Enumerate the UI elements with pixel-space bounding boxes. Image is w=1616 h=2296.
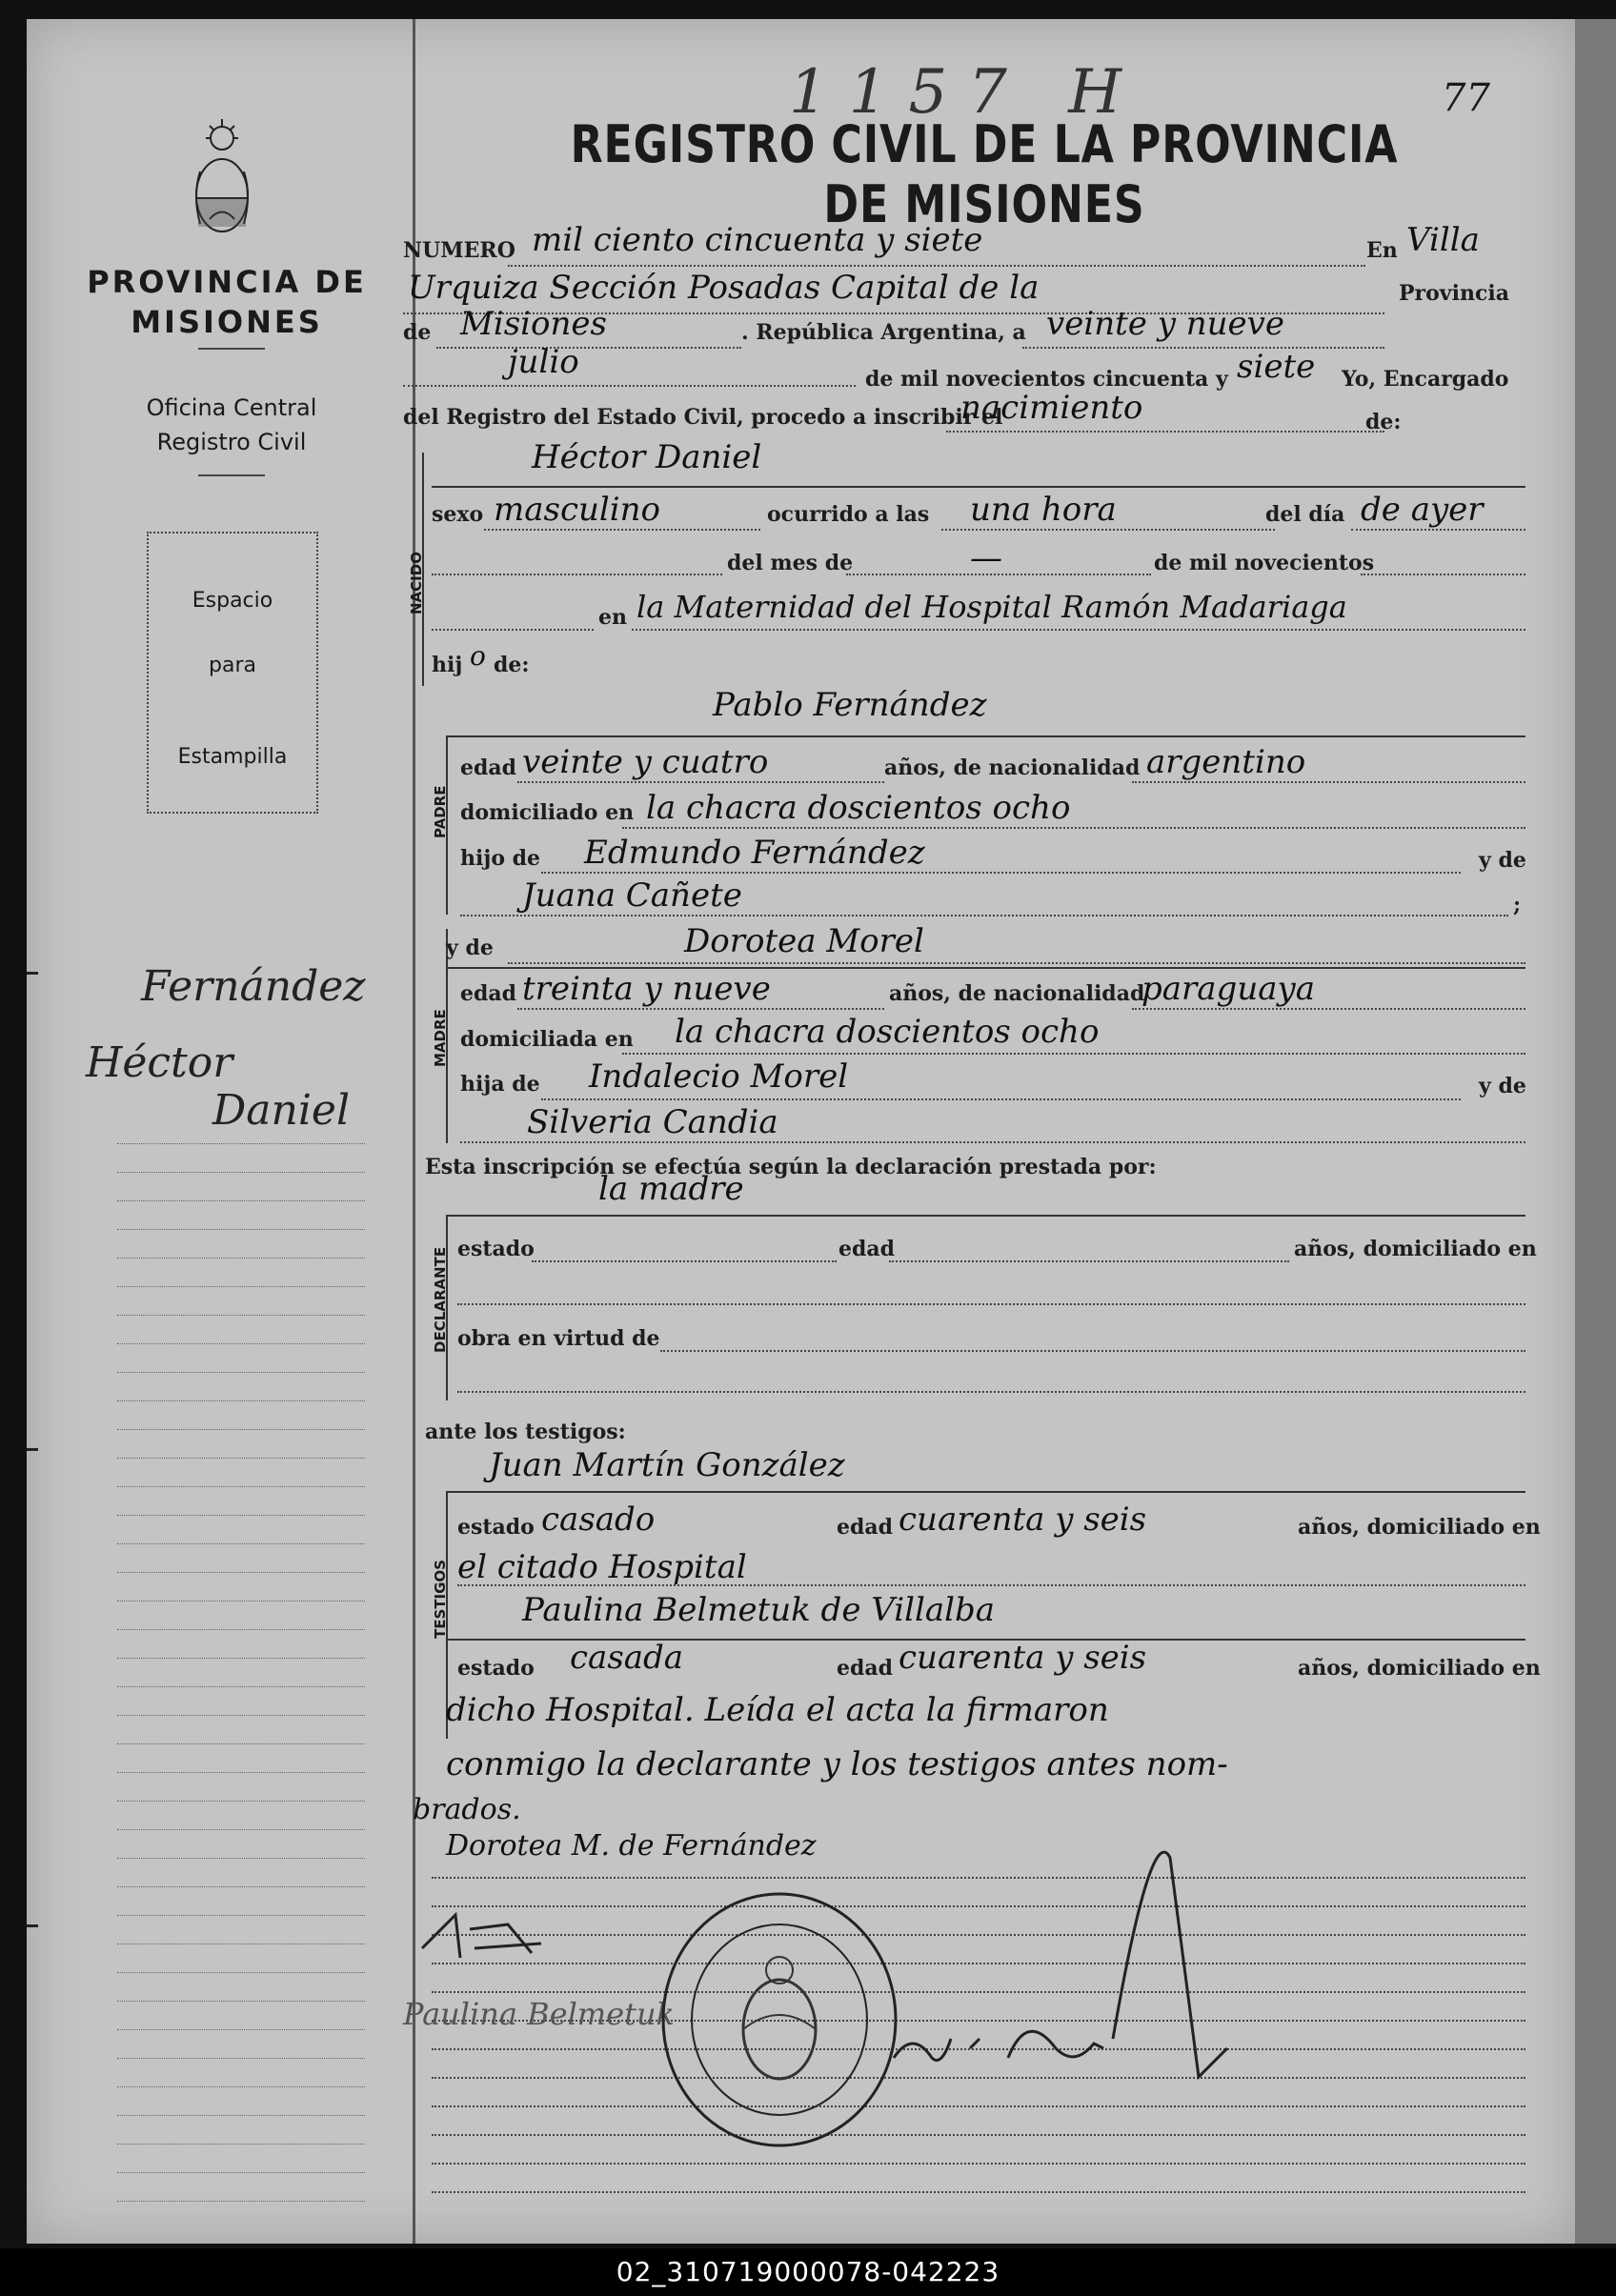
office-line-2: Registro Civil [156,429,307,455]
edad-label: edad [460,755,517,780]
edad-madre-label: edad [460,981,517,1006]
acto-value: nacimiento [960,389,1143,427]
hija-de-label: hija de [460,1072,540,1097]
margin-rule [117,1258,365,1259]
stamp-box [147,532,318,814]
domiciliada-label: domiciliada en [460,1027,634,1052]
section-madre: MADRE [432,1009,449,1067]
de-label: de [403,320,432,345]
stamp-label-3: Estampilla [177,745,288,769]
provincia-value: Misiones [460,305,607,343]
margin-rule [117,1429,365,1430]
margin-rule [117,1915,365,1916]
hora-value: una hora [970,491,1117,529]
testigo1-edad: cuarenta y seis [899,1500,1147,1539]
hijo-value: o [470,640,486,672]
hole-mark [27,972,38,975]
margin-rule [117,1286,365,1287]
section-testigos: TESTIGOS [432,1560,449,1639]
official-seal [656,1886,903,2153]
margin-rule [117,1458,365,1459]
edad-declarante-label: edad [838,1237,896,1261]
t1-domiciliado-label: años, domiciliado en [1298,1515,1541,1540]
hijo-de-label-2: hijo de [460,846,541,871]
margin-rule [117,1143,365,1144]
margin-rule [117,1229,365,1230]
fecha-value: veinte y nueve [1046,305,1284,343]
testigo1-domicilio: el citado Hospital [457,1548,747,1586]
testigo2-domicilio: dicho Hospital. Leída el acta la firmaron [446,1691,1109,1729]
official-signature [884,1820,1246,2105]
page-title: REGISTRO CIVIL DE LA PROVINCIA DE MISIONES [570,114,1399,234]
margin-surname: Fernández [141,962,366,1011]
divider [198,474,265,476]
margin-rule [117,1172,365,1173]
t1-edad-label: edad [837,1515,894,1540]
yo-encargado-label: Yo, Encargado [1342,367,1509,392]
t2-edad-label: edad [837,1656,894,1681]
padre-nombre: Pablo Fernández [713,686,987,724]
numero-value: mil ciento cincuenta y siete [532,221,983,259]
cierre-linea-2: brados. [413,1793,521,1826]
mes-nac-value: — [970,539,1002,577]
office-line-1: Oficina Central [146,394,317,421]
t1-estado-label: estado [457,1515,535,1540]
y-de-label: y de [1479,848,1526,873]
novecientos-label: de mil novecientos [1154,551,1375,575]
firma-testigo-2: Paulina Belmetuk [403,1996,675,2032]
abuela-materna: Silveria Candia [527,1103,778,1141]
nacionalidad-madre-label: años, de nacionalidad [889,981,1145,1006]
numero-label: NUMERO [403,238,515,263]
margin-rule [117,1858,365,1859]
stamp-label-2: para [209,654,256,677]
divider [198,348,265,350]
republica-label: . República Argentina, a [741,320,1026,345]
margin-given-name: Héctor [86,1038,233,1087]
testigo1-nombre: Juan Martín González [489,1446,845,1484]
stamp-label-1: Espacio [192,589,273,613]
mes-value: julio [508,343,579,381]
en-label: En [1366,238,1398,263]
edad-madre: treinta y nueve [522,970,771,1008]
sexo-label: sexo [432,502,484,527]
t2-estado-label: estado [457,1656,535,1681]
ruled-line [432,2105,1525,2107]
domicilio-padre: la chacra doscientos ocho [646,789,1071,827]
margin-rule [117,1486,365,1487]
hijo-de-label: de: [494,653,530,677]
de-label-2: de: [1365,410,1402,434]
margin-given-name-2: Daniel [212,1086,351,1135]
margin-rule [117,2144,365,2145]
testigo1-estado: casado [541,1500,656,1539]
margin-rule [117,1315,365,1316]
domicilio-label: domiciliado en [460,800,635,825]
edad-padre: veinte y cuatro [522,743,769,781]
margin-rule [117,1715,365,1716]
coat-of-arms-icon [189,114,255,243]
dia-label: del día [1265,502,1345,527]
abuelo-materno: Indalecio Morel [589,1057,849,1096]
testigo2-edad: cuarenta y seis [899,1639,1147,1677]
hole-mark [27,1448,38,1451]
margin-rule [117,2201,365,2202]
margin-rule [117,1829,365,1830]
hole-mark [27,1924,38,1927]
mes-label: del mes de [727,551,854,575]
margin-rule [117,1801,365,1802]
footer-file-code: 02_310719000078-042223 [0,2248,1616,2296]
left-margin-column [27,19,413,2244]
margin-rule [117,1772,365,1773]
en-label-2: en [598,605,627,630]
firma-declarante: Dorotea M. de Fernández [446,1829,817,1863]
dia-value: de ayer [1361,491,1484,529]
province-heading: PROVINCIA DE MISIONES [87,264,367,340]
margin-rule [117,1372,365,1373]
margin-rule [117,1400,365,1401]
margin-rule [117,1343,365,1344]
domicilio-madre: la chacra doscientos ocho [675,1013,1100,1051]
page-edge [1575,19,1616,2244]
margin-rule [117,1515,365,1516]
estado-label: estado [457,1237,535,1261]
section-padre: PADRE [432,785,449,838]
cierre-linea-1: conmigo la declarante y los testigos antes nom- [446,1745,1228,1783]
madre-nombre: Dorotea Morel [684,922,924,960]
margin-rule [117,1686,365,1687]
ruled-line [432,2163,1525,2165]
localidad-value: Urquiza Sección Posadas Capital de la [408,269,1040,307]
declaracion-label: Esta inscripción se efectúa según la declaración prestada por: [425,1155,1157,1179]
margin-rule [117,2001,365,2002]
t2-domiciliado-label: años, domiciliado en [1298,1656,1541,1681]
testigo2-estado: casada [570,1639,684,1677]
testigo2-nombre: Paulina Belmetuk de Villalba [522,1591,996,1629]
semicolon: ; [1513,893,1522,917]
ruled-line [432,2134,1525,2136]
anio-label: de mil novecientos cincuenta y [865,367,1228,392]
provincia-label: Provincia [1399,281,1509,306]
margin-rule [117,1743,365,1744]
margin-rule [117,1886,365,1887]
witness-initial-signature [417,1910,579,1967]
anos-domiciliado-label: años, domiciliado en [1294,1237,1537,1261]
y-de-madre-label: y de [446,936,494,960]
abuelo-paterno: Edmundo Fernández [584,834,925,872]
y-de-madre-label-2: y de [1479,1074,1526,1098]
margin-rule [117,1543,365,1544]
document-page [27,19,1575,2244]
margin-rule [117,2172,365,2173]
margin-rule [117,2115,365,2116]
margin-rule [117,1972,365,1973]
anio-value: siete [1237,348,1316,386]
registro-label: del Registro del Estado Civil, procedo a inscribir el [403,405,1003,430]
page-number: 77 [1442,76,1490,120]
margin-rule [117,2058,365,2059]
margin-rule [117,2086,365,2087]
registry-number-handwritten: 1157 H [789,57,1143,128]
ruled-line [432,2191,1525,2193]
section-nacido: NACIDO [408,552,425,614]
en-value: Villa [1406,221,1480,259]
nacionalidad-label: años, de nacionalidad [884,755,1141,780]
abuela-paterna: Juana Cañete [522,876,742,915]
declarante-value: la madre [598,1170,744,1208]
testigos-label: ante los testigos: [425,1420,626,1444]
nombre-value: Héctor Daniel [532,438,762,476]
nacionalidad-madre: paraguaya [1141,970,1315,1008]
ocurrido-label: ocurrido a las [767,502,930,527]
obra-label: obra en virtud de [457,1326,660,1351]
hijo-label: hij [432,653,463,677]
margin-rule [117,1629,365,1630]
margin-rule [117,1658,365,1659]
lugar-value: la Maternidad del Hospital Ramón Madariaga [636,589,1347,625]
nacionalidad-padre: argentino [1146,743,1306,781]
margin-rule [117,1572,365,1573]
column-divider [413,19,415,2244]
margin-rule [117,1200,365,1201]
sexo-value: masculino [494,491,661,529]
section-declarante: DECLARANTE [432,1246,449,1353]
office-name [122,391,341,459]
margin-rule [117,2029,365,2030]
